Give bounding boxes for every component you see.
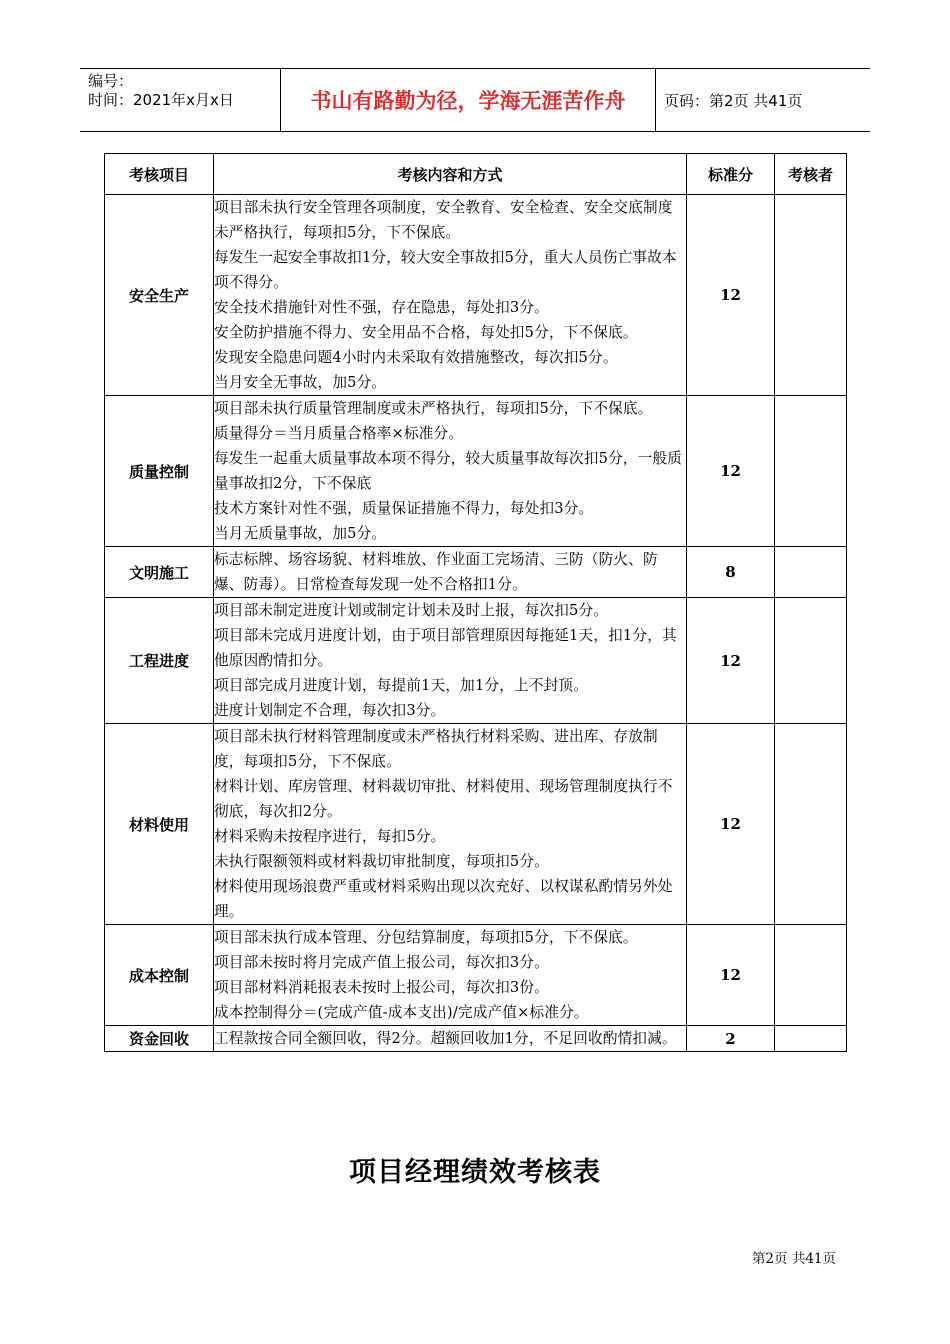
row-item-label: 工程进度 bbox=[105, 598, 214, 724]
row-score: 8 bbox=[687, 547, 775, 598]
row-content bbox=[214, 1026, 687, 1052]
table-row bbox=[105, 925, 847, 1026]
row-score: 12 bbox=[687, 396, 775, 547]
column-header-assessor: 考核者 bbox=[775, 154, 847, 195]
table-header-row bbox=[105, 154, 847, 195]
row-score: 12 bbox=[687, 598, 775, 724]
row-content bbox=[214, 925, 687, 1026]
content-line: 项目部未执行安全管理各项制度，安全教育、安全检查、安全交底制度未严格执行，每项扣5分，下不保底。 bbox=[214, 199, 673, 241]
row-content bbox=[214, 396, 687, 547]
row-content bbox=[214, 724, 687, 925]
content-line: 项目部未执行质量管理制度或未严格执行，每项扣5分，下不保底。 bbox=[214, 400, 653, 417]
table-row bbox=[105, 396, 847, 547]
content-line: 质量得分＝当月质量合格率×标准分。 bbox=[214, 425, 464, 442]
content-line: 材料使用现场浪费严重或材料采购出现以次充好、以权谋私酌情另外处理。 bbox=[214, 878, 673, 920]
content-line: 项目部完成月进度计划，每提前1天，加1分，上不封顶。 bbox=[214, 677, 589, 694]
row-score: 12 bbox=[687, 925, 775, 1026]
row-score: 2 bbox=[687, 1026, 775, 1052]
content-line: 每发生一起安全事故扣1分，较大安全事故扣5分，重大人员伤亡事故本项不得分。 bbox=[214, 249, 677, 291]
header-page-number: 页码：第2页 共41页 bbox=[664, 91, 803, 110]
column-header-score: 标准分 bbox=[687, 154, 775, 195]
content-line: 工程款按合同全额回收，得2分。超额回收加1分，不足回收酌情扣减。 bbox=[214, 1030, 677, 1047]
table-row bbox=[105, 1026, 847, 1052]
header-motto: 书山有路勤为径，学海无涯苦作舟 bbox=[310, 89, 626, 113]
content-line: 技术方案针对性不强，质量保证措施不得力，每处扣3分。 bbox=[214, 500, 594, 517]
row-content bbox=[214, 598, 687, 724]
table-row bbox=[105, 195, 847, 396]
content-line: 项目部未完成月进度计划，由于项目部管理原因每拖延1天，扣1分，其他原因酌情扣分。 bbox=[214, 627, 677, 669]
row-item-label: 资金回收 bbox=[105, 1026, 214, 1052]
content-line: 安全防护措施不得力、安全用品不合格，每处扣5分，下不保底。 bbox=[214, 324, 638, 341]
content-line: 项目部未执行成本管理、分包结算制度，每项扣5分，下不保底。 bbox=[214, 929, 638, 946]
section-title: 项目经理绩效考核表 bbox=[349, 1157, 601, 1188]
row-assessor bbox=[775, 1026, 847, 1052]
content-line: 材料计划、库房管理、材料裁切审批、材料使用、现场管理制度执行不彻底，每次扣2分。 bbox=[214, 778, 673, 820]
header-page-cell bbox=[655, 69, 870, 131]
content-line: 项目部未按时将月完成产值上报公司，每次扣3分。 bbox=[214, 954, 549, 971]
row-assessor bbox=[775, 396, 847, 547]
content-line: 当月安全无事故，加5分。 bbox=[214, 374, 387, 391]
content-line: 项目部未制定进度计划或制定计划未及时上报，每次扣5分。 bbox=[214, 602, 609, 619]
page-header bbox=[80, 68, 870, 132]
row-score: 12 bbox=[687, 195, 775, 396]
row-assessor bbox=[775, 925, 847, 1026]
row-content bbox=[214, 195, 687, 396]
document-number-label: 编号： bbox=[88, 72, 134, 90]
column-header-content: 考核内容和方式 bbox=[214, 154, 687, 195]
content-line: 每发生一起重大质量事故本项不得分，较大质量事故每次扣5分，一般质量事故扣2分，下不保底 bbox=[214, 450, 683, 492]
content-line: 当月无质量事故，加5分。 bbox=[214, 525, 387, 542]
column-header-item: 考核项目 bbox=[105, 154, 214, 195]
row-assessor bbox=[775, 724, 847, 925]
table-row bbox=[105, 724, 847, 925]
assessment-table bbox=[104, 153, 847, 1052]
row-item-label: 质量控制 bbox=[105, 396, 214, 547]
page-footer: 第2页 共41页 bbox=[751, 1251, 836, 1267]
row-item-label: 文明施工 bbox=[105, 547, 214, 598]
content-line: 标志标牌、场容场貌、材料堆放、作业面工完场清、三防（防火、防爆、防毒）。日常检查每发现一处不合格扣1分。 bbox=[214, 551, 658, 593]
content-line: 安全技术措施针对性不强，存在隐患，每处扣3分。 bbox=[214, 299, 549, 316]
content-line: 项目部未执行材料管理制度或未严格执行材料采购、进出库、存放制度，每项扣5分，下不保底。 bbox=[214, 728, 658, 770]
row-assessor bbox=[775, 195, 847, 396]
content-line: 项目部材料消耗报表未按时上报公司，每次扣3份。 bbox=[214, 979, 549, 996]
table-row bbox=[105, 598, 847, 724]
row-item-label: 安全生产 bbox=[105, 195, 214, 396]
row-item-label: 材料使用 bbox=[105, 724, 214, 925]
content-line: 成本控制得分＝(完成产值-成本支出)/完成产值×标准分。 bbox=[214, 1004, 589, 1021]
header-meta bbox=[80, 69, 280, 131]
row-content bbox=[214, 547, 687, 598]
header-motto-cell bbox=[280, 69, 656, 131]
content-line: 发现安全隐患问题4小时内未采取有效措施整改，每次扣5分。 bbox=[214, 349, 618, 366]
row-assessor bbox=[775, 598, 847, 724]
document-time-label: 时间：2021年x月x日 bbox=[88, 91, 234, 109]
content-line: 未执行限额领料或材料裁切审批制度，每项扣5分。 bbox=[214, 853, 549, 870]
row-assessor bbox=[775, 547, 847, 598]
row-item-label: 成本控制 bbox=[105, 925, 214, 1026]
content-line: 进度计划制定不合理，每次扣3分。 bbox=[214, 702, 446, 719]
content-line: 材料采购未按程序进行，每扣5分。 bbox=[214, 828, 446, 845]
table-row bbox=[105, 547, 847, 598]
row-score: 12 bbox=[687, 724, 775, 925]
